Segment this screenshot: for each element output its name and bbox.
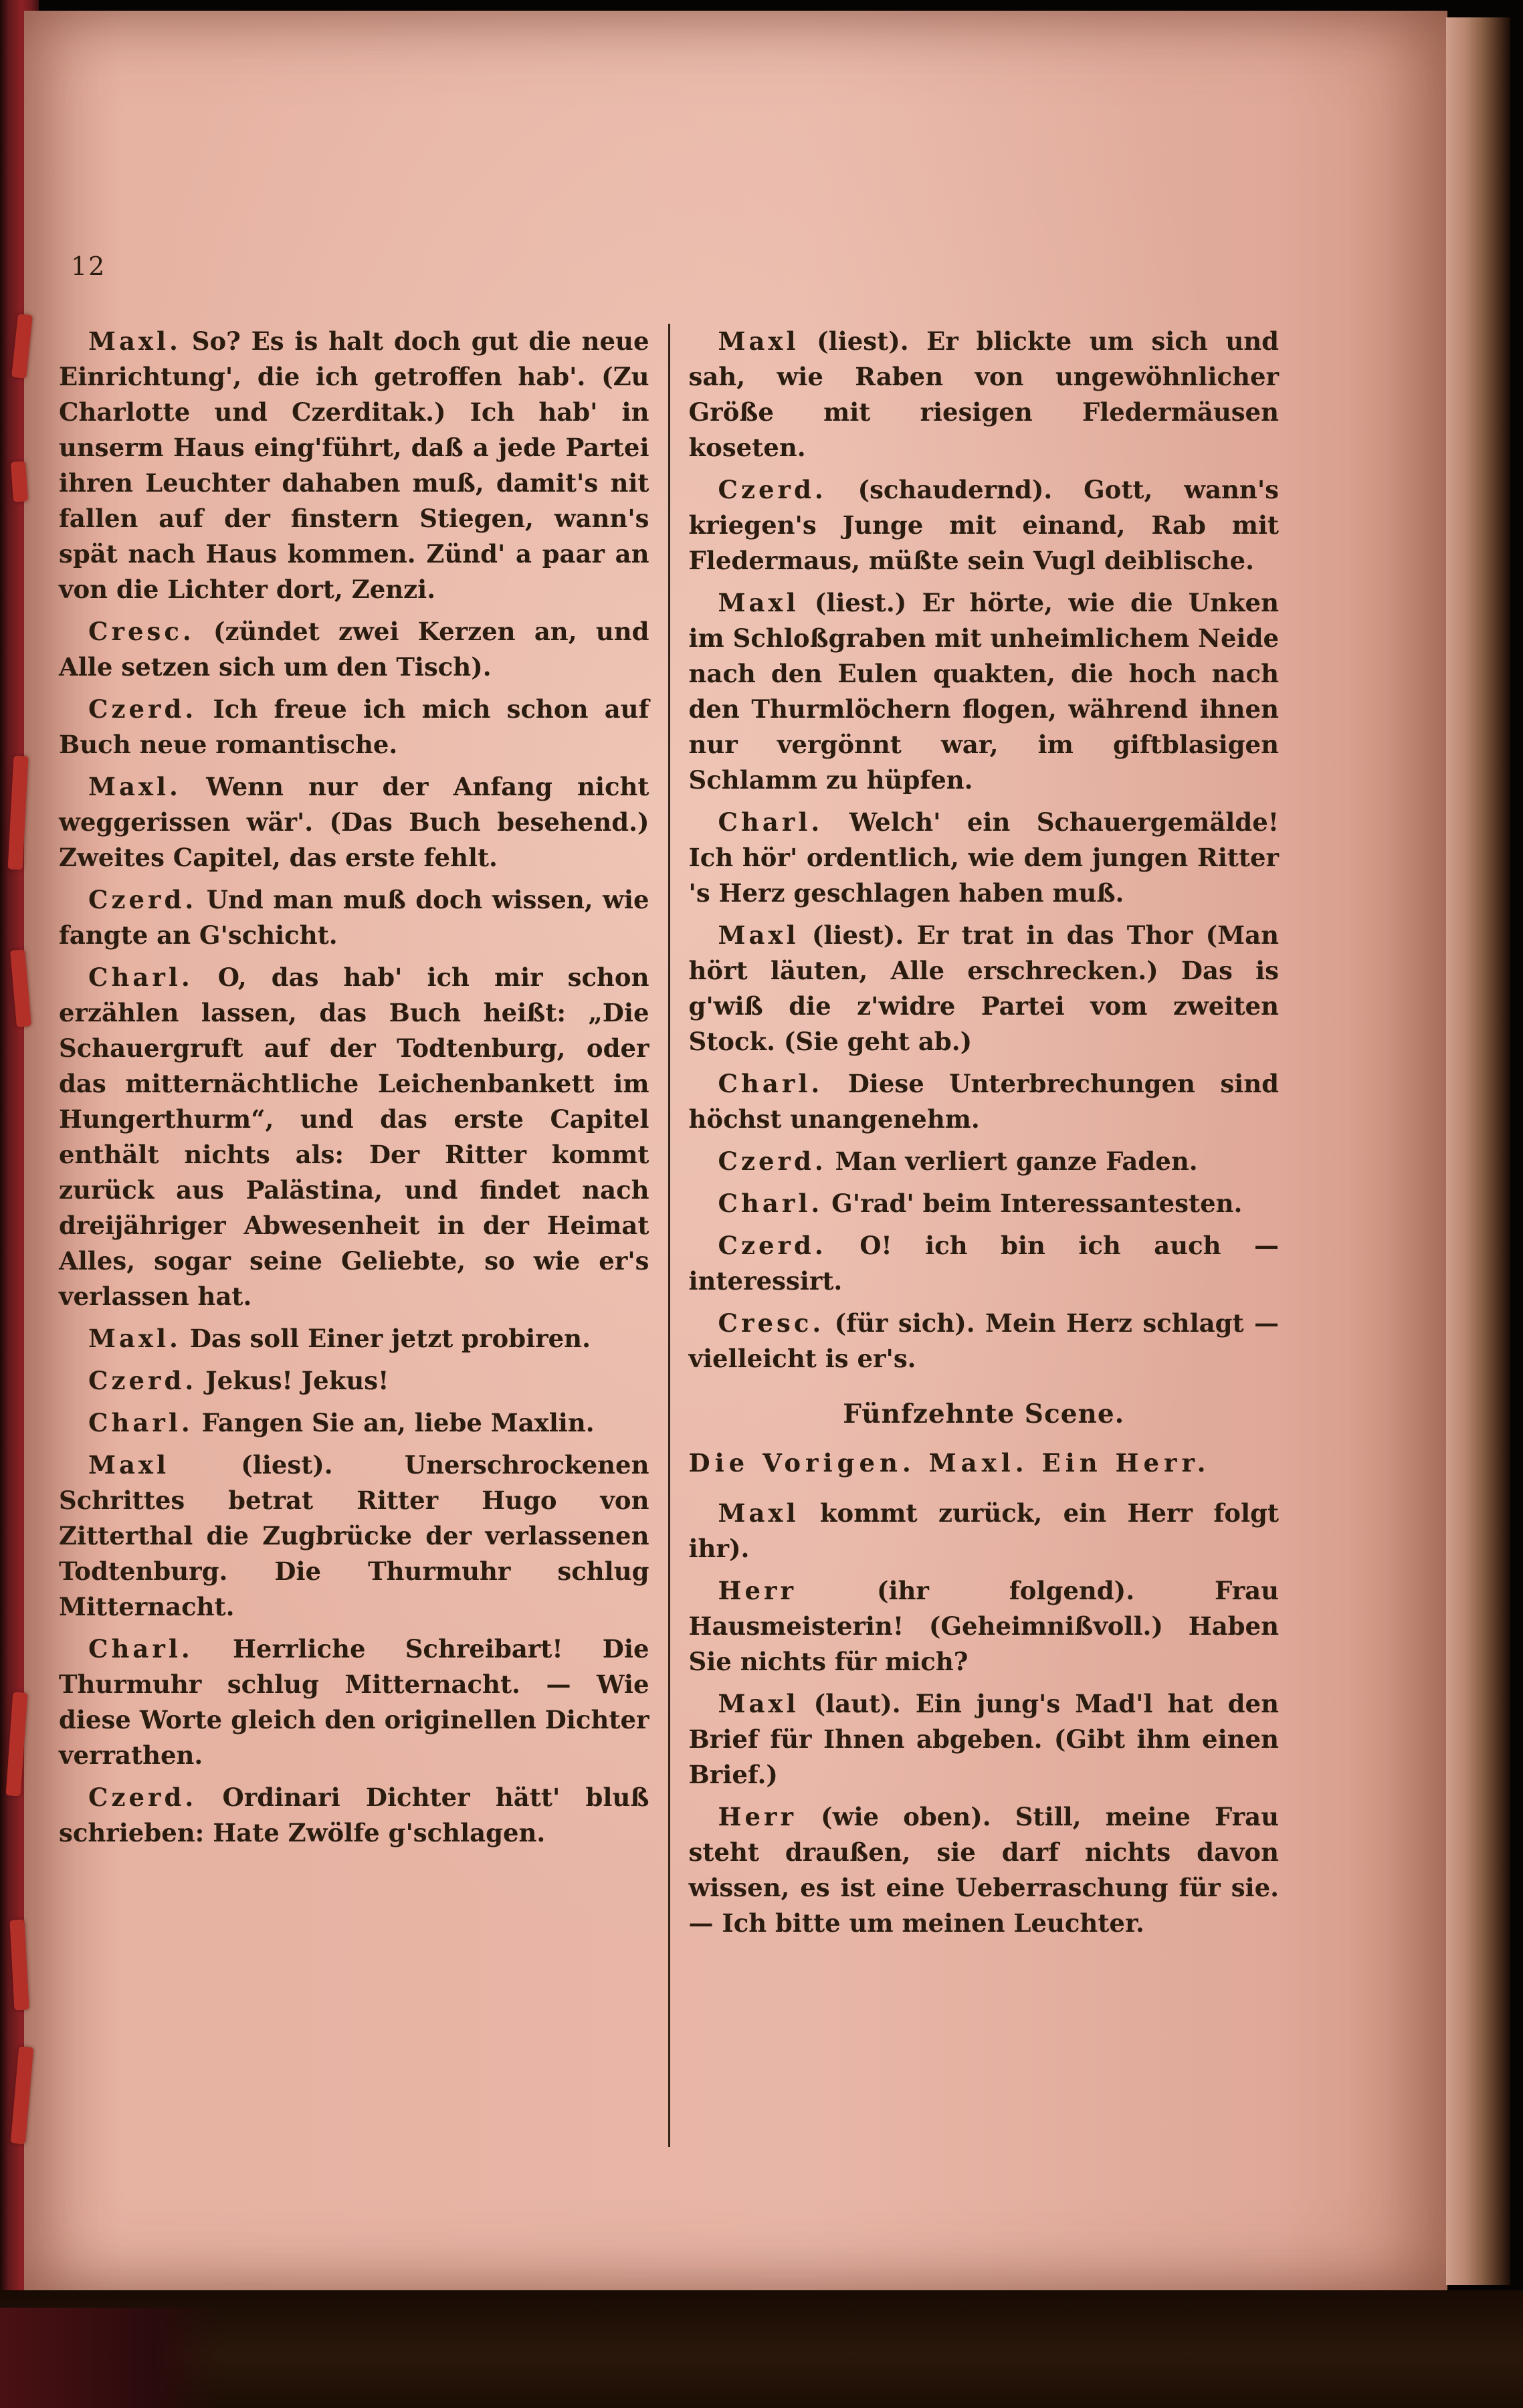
speaker-label: Czerd. [88, 1783, 197, 1812]
play-paragraph [689, 1496, 1280, 1567]
speech-text: (für sich). Mein Herz schlagt — vielleicht is er's. [688, 1308, 1279, 1373]
play-paragraph [689, 1186, 1280, 1221]
speech-text: Wenn nur der Anfang nicht weggerissen wär'. (Das Buch besehend.) Zweites Capitel, das erste fehlt. [59, 772, 649, 872]
speech-text: Und man muß doch wissen, wie fangte an G'schicht. [59, 885, 649, 950]
speech-text: (liest). Er blickte um sich und sah, wie Raben von ungewöhnlicher Größe mit riesigen Fledermäusen koseten. [688, 326, 1279, 462]
page-number: 12 [71, 252, 106, 281]
play-paragraph [59, 1363, 649, 1399]
speech-text: (ihr folgend). Frau Hausmeisterin! (Geheimnißvoll.) Haben Sie nichts für mich? [688, 1576, 1279, 1676]
speech-text: (schaudernd). Gott, wann's kriegen's Junge mit einand, Rab mit Fledermaus, müßte sein Vugl deiblische. [688, 475, 1279, 575]
play-paragraph [689, 1573, 1280, 1680]
play-paragraph [689, 918, 1280, 1060]
table-surface [0, 2290, 1523, 2408]
play-paragraph [689, 585, 1280, 798]
speech-text: Fangen Sie an, liebe Maxlin. [201, 1408, 595, 1437]
play-paragraph [689, 1686, 1280, 1793]
play-paragraph [689, 1144, 1280, 1179]
speech-text: Ordinari Dichter hätt' bluß schrieben: Hate Zwölfe g'schlagen. [59, 1783, 649, 1847]
text-area [59, 324, 1279, 2147]
speaker-label: Charl. [718, 1189, 823, 1218]
speaker-label: Charl. [88, 963, 193, 992]
speaker-label: Herr [718, 1802, 797, 1831]
speech-text: Das soll Einer jetzt probiren. [189, 1324, 591, 1353]
speech-text: Welch' ein Schauergemälde! Ich hör' ordentlich, wie dem jungen Ritter 's Herz geschlagen haben muß. [688, 807, 1280, 908]
page-edges [1446, 17, 1510, 2285]
speaker-label: Czerd. [718, 1146, 827, 1176]
speaker-label: Maxl [718, 1689, 799, 1718]
book-page [24, 11, 1447, 2294]
speaker-label: Charl. [718, 1069, 823, 1098]
speech-text: (liest). Er trat in das Thor (Man hört läuten, Alle erschrecken.) Das is g'wiß die z'widre Partei vom zweiten Stock. (Sie geht ab.) [688, 920, 1279, 1056]
play-paragraph [59, 614, 649, 685]
play-paragraph [59, 1321, 649, 1357]
speech-text: (wie oben). Still, meine Frau steht draußen, sie darf nichts davon wissen, es ist eine Ueberraschung für sie. — Ich bitte um meinen Leuchter. [688, 1802, 1279, 1938]
left-column [59, 324, 649, 2147]
scene-cast: Die Vorigen. Maxl. Ein Herr. [688, 1448, 1211, 1478]
book-cover-bottom [0, 2308, 221, 2408]
speaker-label: Czerd. [718, 475, 827, 504]
play-paragraph [59, 1447, 649, 1625]
speaker-label: Maxl [718, 326, 799, 356]
speech-text: (liest.) Er hörte, wie die Unken im Schloßgraben mit unheimlichem Neide nach den Eulen quakten, die hoch nach den Thurmlöchern flogen, während ihnen nur vergönnt war, im giftblasigen Schlamm zu hüpfen. [688, 588, 1279, 795]
play-paragraph [689, 1799, 1280, 1941]
speech-text: Ich freue ich mich schon auf Buch neue romantische. [59, 694, 649, 759]
scene-heading: Fünfzehnte Scene. [843, 1399, 1125, 1429]
play-paragraph [689, 1066, 1280, 1137]
speaker-label: Maxl [718, 920, 799, 950]
speech-text: (zündet zwei Kerzen an, und Alle setzen sich um den Tisch). [59, 617, 649, 682]
speech-text: Diese Unterbrechungen sind höchst unangenehm. [688, 1069, 1280, 1134]
speaker-label: Maxl. [88, 1324, 181, 1353]
play-paragraph [689, 1228, 1280, 1299]
speech-text: G'rad' beim Interessantesten. [831, 1189, 1243, 1218]
right-column [689, 324, 1280, 2147]
speech-text: kommt zurück, ein Herr folgt ihr). [688, 1498, 1279, 1563]
speech-text: So? Es is halt doch gut die neue Einrichtung', die ich getroffen hab'. (Zu Charlotte und Czerditak.) Ich hab' in unserm Haus eing'führt, daß a jede Partei ihren Leuchter dahaben muß, damit's nit fallen auf der finstern Stiegen, wann's spät nach Haus kommen. Zünd' a paar an von die Lichter dort, Zenzi. [59, 326, 649, 604]
speaker-label: Czerd. [88, 1366, 197, 1395]
speaker-label: Cresc. [718, 1308, 825, 1338]
speaker-label: Charl. [88, 1634, 193, 1664]
speaker-label: Czerd. [88, 885, 197, 914]
speaker-label: Herr [718, 1576, 797, 1605]
speech-text: O, das hab' ich mir schon erzählen lassen, das Buch heißt: „Die Schauergruft auf der Todtenburg, oder das mitternächtliche Leichenbankett im Hungerthurm“, und das erste Capitel enthält nichts als: Der Ritter kommt zurück aus Palästina, und findet nach dreijähriger Abwesenheit in der Heimat Alles, sogar seine Geliebte, so wie er's verlassen hat. [59, 963, 649, 1311]
speech-text: (liest). Unerschrockenen Schrittes betrat Ritter Hugo von Zitterthal die Zugbrücke der verlassenen Todtenburg. Die Thurmuhr schlug Mitternacht. [59, 1450, 649, 1621]
play-paragraph [59, 1631, 649, 1773]
speaker-label: Cresc. [88, 617, 195, 646]
play-paragraph [59, 882, 649, 953]
speech-text: Jekus! Jekus! [205, 1366, 389, 1395]
speaker-label: Maxl [718, 1498, 799, 1528]
play-paragraph [59, 769, 649, 876]
speaker-label: Czerd. [718, 1231, 827, 1260]
speech-text: O! ich bin ich auch — interessirt. [688, 1231, 1279, 1296]
speaker-label: Charl. [718, 807, 823, 837]
right-column-top [689, 324, 1280, 1377]
play-paragraph [689, 1306, 1280, 1377]
play-paragraph [59, 1780, 649, 1851]
right-column-bottom [689, 1496, 1280, 1941]
play-paragraph [689, 805, 1280, 911]
torn-red-paper [11, 461, 28, 502]
speaker-label: Maxl. [88, 772, 181, 801]
speech-text: Man verliert ganze Faden. [835, 1146, 1198, 1176]
speaker-label: Maxl [718, 588, 799, 617]
play-paragraph [59, 960, 649, 1314]
speech-text: Herrliche Schreibart! Die Thurmuhr schlug Mitternacht. — Wie diese Worte gleich den originellen Dichter verrathen. [59, 1634, 649, 1770]
play-paragraph [689, 472, 1280, 579]
speaker-label: Charl. [88, 1408, 193, 1437]
play-paragraph [59, 692, 649, 763]
play-paragraph [59, 1405, 649, 1441]
play-paragraph [689, 324, 1280, 466]
speech-text: (laut). Ein jung's Mad'l hat den Brief für Ihnen abgeben. (Gibt ihm einen Brief.) [688, 1689, 1279, 1789]
speaker-label: Maxl. [88, 326, 181, 356]
speaker-label: Czerd. [88, 694, 197, 724]
play-paragraph [59, 324, 649, 607]
speaker-label: Maxl [88, 1450, 170, 1480]
column-divider [668, 324, 670, 2147]
